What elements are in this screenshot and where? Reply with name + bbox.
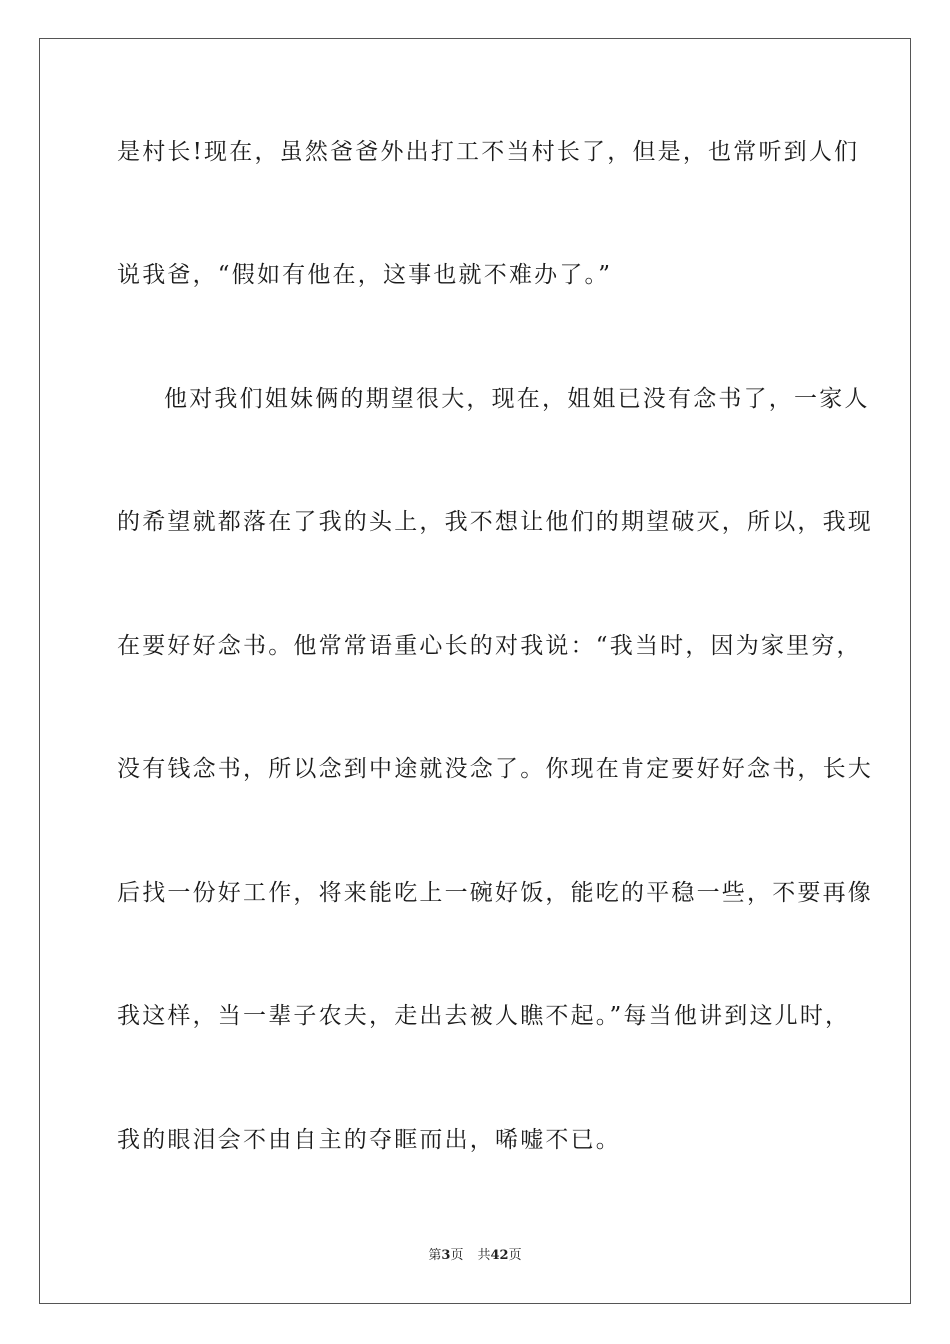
total-pages-number: 42 xyxy=(490,1248,509,1263)
text-line-4: 的希望就都落在了我的头上，我不想让他们的期望破灭，所以，我现 xyxy=(117,509,873,535)
text-line-2: 说我爸，“假如有他在，这事也就不难办了。” xyxy=(117,262,613,288)
current-page-number: 3 xyxy=(441,1248,451,1263)
paragraph-start-line: 他对我们姐妹俩的期望很大，现在，姐姐已没有念书了，一家人 xyxy=(164,386,870,412)
text-line-7: 后找一份好工作，将来能吃上一碗好饭，能吃的平稳一些，不要再像 xyxy=(117,880,873,906)
text-line-8: 我这样，当一辈子农夫，走出去被人瞧不起。”每当他讲到这儿时， xyxy=(117,1003,851,1029)
page-footer xyxy=(0,1247,950,1265)
total-suffix: 页 xyxy=(508,1248,522,1263)
text-line-9: 我的眼泪会不由自主的夺眶而出，唏嘘不已。 xyxy=(117,1127,621,1153)
text-line-5: 在要好好念书。他常常语重心长的对我说：“我当时，因为家里穷， xyxy=(117,633,862,659)
total-prefix: 共 xyxy=(477,1248,491,1263)
page-prefix: 第 xyxy=(428,1248,442,1263)
text-line-6: 没有钱念书，所以念到中途就没念了。你现在肯定要好好念书，长大 xyxy=(117,756,873,782)
text-line-1: 是村长!现在，虽然爸爸外出打工不当村长了，但是，也常听到人们 xyxy=(117,139,860,165)
page-suffix: 页 xyxy=(450,1248,464,1263)
page-border xyxy=(39,38,911,1304)
